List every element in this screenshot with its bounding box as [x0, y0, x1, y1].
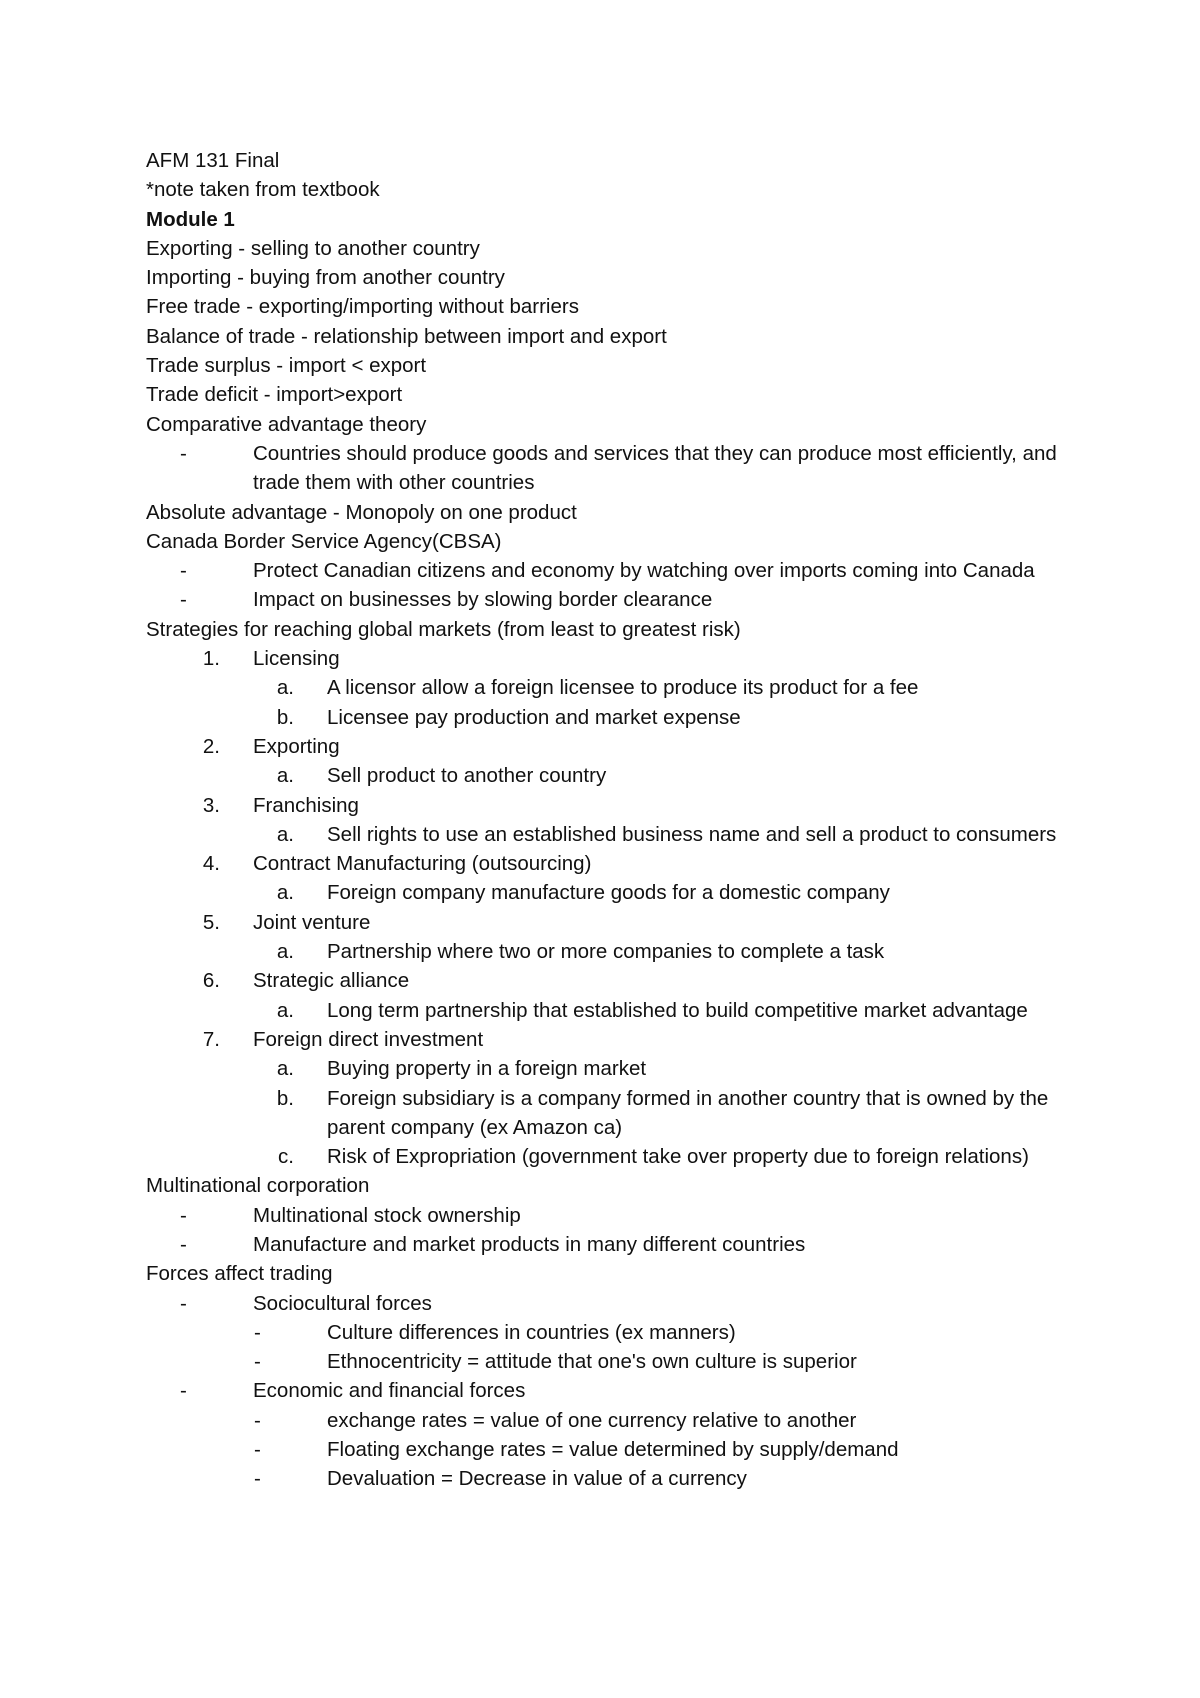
- list-item: [146, 585, 1076, 614]
- strategy-item: [146, 732, 1076, 761]
- list-marker: b.: [276, 705, 294, 729]
- list-item: [146, 1230, 1076, 1259]
- list-item-text: Economic and financial forces: [253, 1379, 526, 1403]
- strategy-item: [146, 644, 1076, 673]
- list-item: [146, 439, 1076, 498]
- list-marker: a.: [276, 940, 294, 964]
- dash-marker: -: [180, 588, 187, 612]
- list-item-text: Foreign company manufacture goods for a domestic company: [327, 881, 890, 905]
- list-item-text: Foreign subsidiary is a company formed in another country that is owned by the parent company (ex Amazon ca): [327, 1086, 1049, 1139]
- strategy-subitem: [146, 1084, 1076, 1143]
- list-marker: a.: [276, 676, 294, 700]
- dash-marker: -: [254, 1350, 261, 1374]
- list-marker: a.: [276, 881, 294, 905]
- list-marker: 4.: [202, 852, 220, 876]
- list-marker: c.: [278, 1145, 294, 1169]
- list-item: [146, 1201, 1076, 1230]
- strategy-item: [146, 849, 1076, 878]
- force-group: [146, 1376, 1076, 1405]
- heading-cbsa: Canada Border Service Agency(CBSA): [146, 529, 502, 553]
- list-marker: 3.: [202, 793, 220, 817]
- dash-marker: -: [254, 1408, 261, 1432]
- document-body: [146, 146, 1076, 1494]
- list-item-text: Partnership where two or more companies to complete a task: [327, 940, 885, 964]
- strategy-subitem: [146, 996, 1076, 1025]
- module-heading: Module 1: [146, 207, 235, 231]
- list-marker: a.: [276, 764, 294, 788]
- strategy-subitem: [146, 1142, 1076, 1171]
- list-item-text: exchange rates = value of one currency relative to another: [327, 1408, 857, 1432]
- list-item-text: Culture differences in countries (ex manners): [327, 1320, 736, 1344]
- force-item: [146, 1435, 1076, 1464]
- list-marker: a.: [276, 822, 294, 846]
- force-item: [146, 1406, 1076, 1435]
- list-item-text: Sell rights to use an established business name and sell a product to consumers: [327, 822, 1057, 846]
- list-marker: a.: [276, 1057, 294, 1081]
- strategy-subitem: [146, 1054, 1076, 1083]
- list-item-text: Devaluation = Decrease in value of a currency: [327, 1467, 747, 1491]
- multinational-list: [146, 1201, 1076, 1260]
- dash-marker: -: [254, 1438, 261, 1462]
- list-item-text: Protect Canadian citizens and economy by watching over imports coming into Canada: [253, 559, 1035, 583]
- definition-free-trade: Free trade - exporting/importing without barriers: [146, 295, 579, 319]
- dash-marker: -: [254, 1467, 261, 1491]
- definition-exporting: Exporting - selling to another country: [146, 236, 480, 260]
- cbsa-list: [146, 556, 1076, 615]
- force-item: [146, 1464, 1076, 1493]
- dash-marker: -: [180, 1232, 187, 1256]
- list-item-text: Sociocultural forces: [253, 1291, 432, 1315]
- list-item: [146, 556, 1076, 585]
- list-marker: 7.: [202, 1027, 220, 1051]
- strategy-subitem: [146, 703, 1076, 732]
- heading-forces: Forces affect trading: [146, 1262, 333, 1286]
- strategy-item: [146, 791, 1076, 820]
- list-item-text: Franchising: [253, 793, 359, 817]
- bullet-text: Countries should produce goods and services that they can produce most efficiently, and trade them with other countries: [253, 441, 1057, 495]
- definition-importing: Importing - buying from another country: [146, 266, 505, 290]
- list-item-text: Floating exchange rates = value determined by supply/demand: [327, 1438, 899, 1462]
- strategies-list: [146, 644, 1076, 1171]
- list-item-text: Joint venture: [253, 910, 371, 934]
- force-group: [146, 1289, 1076, 1318]
- list-item-text: Licensee pay production and market expense: [327, 705, 741, 729]
- list-item-text: Sell product to another country: [327, 764, 607, 788]
- list-item-text: Manufacture and market products in many different countries: [253, 1232, 806, 1256]
- list-item-text: Risk of Expropriation (government take over property due to foreign relations): [327, 1145, 1029, 1169]
- list-item-text: Multinational stock ownership: [253, 1203, 521, 1227]
- list-marker: b.: [276, 1086, 294, 1110]
- heading-strategies: Strategies for reaching global markets (from least to greatest risk): [146, 617, 741, 641]
- list-item-text: Foreign direct investment: [253, 1027, 484, 1051]
- list-item-text: Impact on businesses by slowing border clearance: [253, 588, 713, 612]
- strategy-subitem: [146, 878, 1076, 907]
- forces-list: [146, 1289, 1076, 1494]
- list-item-text: A licensor allow a foreign licensee to produce its product for a fee: [327, 676, 919, 700]
- strategy-subitem: [146, 673, 1076, 702]
- list-item-text: Strategic alliance: [253, 969, 410, 993]
- strategy-item: [146, 966, 1076, 995]
- strategy-subitem: [146, 937, 1076, 966]
- list-marker: 1.: [202, 647, 220, 671]
- list-marker: 2.: [202, 734, 220, 758]
- list-item-text: Licensing: [253, 647, 340, 671]
- definition-absolute-advantage: Absolute advantage - Monopoly on one product: [146, 500, 577, 524]
- list-marker: 5.: [202, 910, 220, 934]
- dash-marker: -: [180, 1291, 187, 1315]
- list-item-text: Ethnocentricity = attitude that one's own culture is superior: [327, 1350, 857, 1374]
- strategy-item: [146, 908, 1076, 937]
- source-note: *note taken from textbook: [146, 178, 380, 202]
- list-item-text: Long term partnership that established to build competitive market advantage: [327, 998, 1028, 1022]
- definition-trade-deficit: Trade deficit - import>export: [146, 383, 403, 407]
- list-item-text: Buying property in a foreign market: [327, 1057, 647, 1081]
- list-marker: a.: [276, 998, 294, 1022]
- strategy-item: [146, 1025, 1076, 1054]
- dash-marker: -: [180, 1203, 187, 1227]
- list-marker: 6.: [202, 969, 220, 993]
- force-item: [146, 1318, 1076, 1347]
- definition-trade-surplus: Trade surplus - import < export: [146, 354, 427, 378]
- list-item-text: Exporting: [253, 734, 340, 758]
- dash-marker: -: [180, 1379, 187, 1403]
- dash-marker: -: [180, 559, 187, 583]
- strategy-subitem: [146, 820, 1076, 849]
- heading-comparative-advantage: Comparative advantage theory: [146, 412, 427, 436]
- force-item: [146, 1347, 1076, 1376]
- list-item-text: Contract Manufacturing (outsourcing): [253, 852, 592, 876]
- dash-marker: -: [180, 441, 187, 465]
- dash-marker: -: [254, 1320, 261, 1344]
- document-title: AFM 131 Final: [146, 149, 280, 172]
- definition-balance-of-trade: Balance of trade - relationship between import and export: [146, 324, 667, 348]
- strategy-subitem: [146, 761, 1076, 790]
- heading-multinational: Multinational corporation: [146, 1174, 370, 1198]
